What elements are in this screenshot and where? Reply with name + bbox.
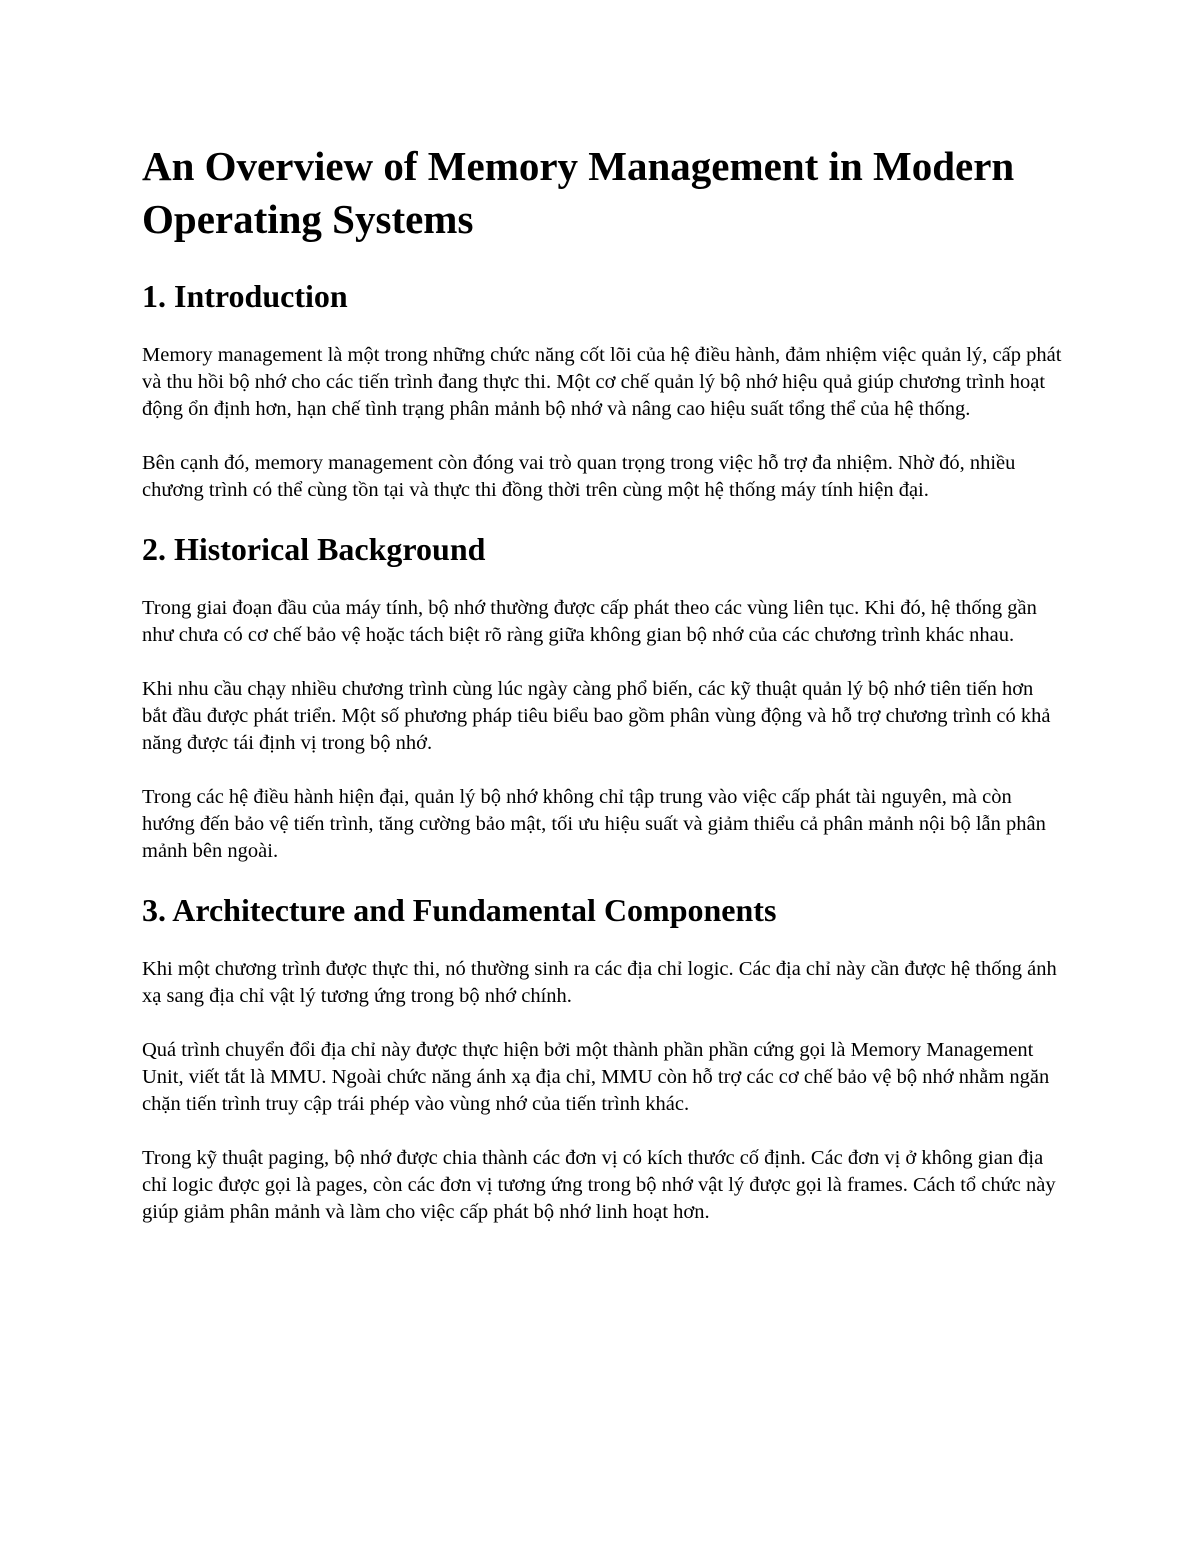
section-heading: 1. Introduction	[142, 278, 348, 314]
paragraph: Bên cạnh đó, memory management còn đóng vai trò quan trọng trong việc hỗ trợ đa nhiệm. Nhờ đó, nhiều chương trình có thể cùng tồn tại và thực thi đồng thời trên cùng một hệ thống máy tính hiện đại.	[142, 452, 1016, 501]
document-title: An Overview of Memory Management in Modern Operating Systems	[142, 143, 1015, 242]
section-historical-background	[142, 529, 1062, 865]
section-heading: 2. Historical Background	[142, 531, 486, 567]
section-introduction	[142, 276, 1062, 504]
document-page	[142, 140, 1062, 1253]
section-architecture	[142, 890, 1062, 1226]
paragraph: Memory management là một trong những chức năng cốt lõi của hệ điều hành, đảm nhiệm việc quản lý, cấp phát và thu hồi bộ nhớ cho các tiến trình đang thực thi. Một cơ chế quản lý bộ nhớ hiệu quả giúp chương trình hoạt động ổn định hơn, hạn chế tình trạng phân mảnh bộ nhớ và nâng cao hiệu suất tổng thể của hệ thống.	[142, 344, 1062, 420]
paragraph: Trong giai đoạn đầu của máy tính, bộ nhớ thường được cấp phát theo các vùng liên tục. Khi đó, hệ thống gần như chưa có cơ chế bảo vệ hoặc tách biệt rõ ràng giữa không gian bộ nhớ của các chương trình khác nhau.	[142, 597, 1037, 646]
paragraph: Khi nhu cầu chạy nhiều chương trình cùng lúc ngày càng phổ biến, các kỹ thuật quản lý bộ nhớ tiên tiến hơn bắt đầu được phát triển. Một số phương pháp tiêu biểu bao gồm phân vùng động và hỗ trợ chương trình có khả năng được tái định vị trong bộ nhớ.	[142, 678, 1051, 754]
paragraph: Trong kỹ thuật paging, bộ nhớ được chia thành các đơn vị có kích thước cố định. Các đơn vị ở không gian địa chỉ logic được gọi là pages, còn các đơn vị tương ứng trong bộ nhớ vật lý được gọi là frames. Cách tổ chức này giúp giảm phân mảnh và làm cho việc cấp phát bộ nhớ linh hoạt hơn.	[142, 1147, 1056, 1223]
paragraph: Khi một chương trình được thực thi, nó thường sinh ra các địa chỉ logic. Các địa chỉ này cần được hệ thống ánh xạ sang địa chỉ vật lý tương ứng trong bộ nhớ chính.	[142, 958, 1057, 1007]
section-heading: 3. Architecture and Fundamental Components	[142, 892, 777, 928]
paragraph: Quá trình chuyển đổi địa chỉ này được thực hiện bởi một thành phần phần cứng gọi là Memory Management Unit, viết tắt là MMU. Ngoài chức năng ánh xạ địa chỉ, MMU còn hỗ trợ các cơ chế bảo vệ bộ nhớ nhằm ngăn chặn tiến trình truy cập trái phép vào vùng nhớ của tiến trình khác.	[142, 1039, 1050, 1115]
paragraph: Trong các hệ điều hành hiện đại, quản lý bộ nhớ không chỉ tập trung vào việc cấp phát tài nguyên, mà còn hướng đến bảo vệ tiến trình, tăng cường bảo mật, tối ưu hiệu suất và giảm thiểu cả phân mảnh nội bộ lẫn phân mảnh bên ngoài.	[142, 786, 1046, 862]
